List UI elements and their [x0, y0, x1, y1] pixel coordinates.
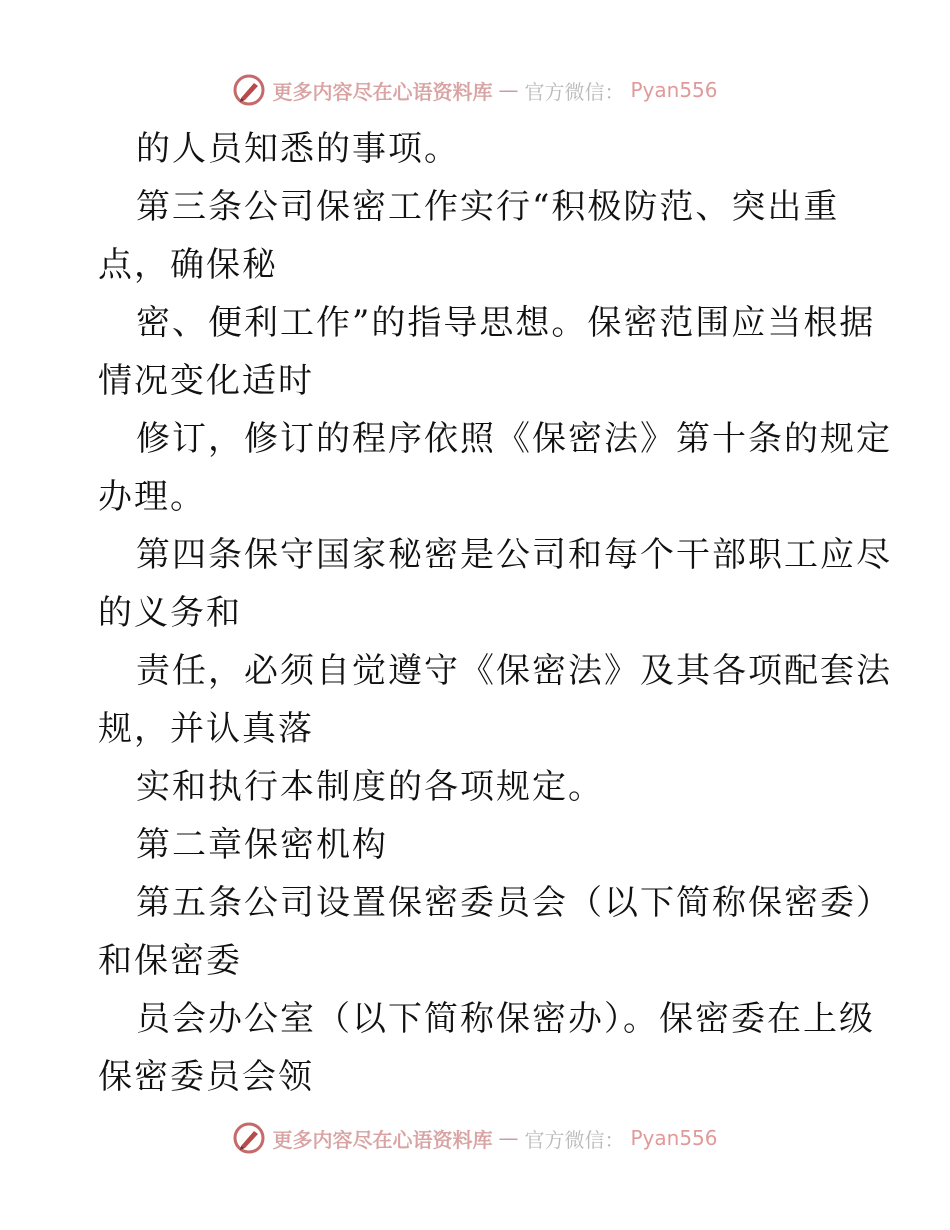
- document-line: 的人员知悉的事项。: [136, 129, 460, 169]
- watermark-label: 官方微信：: [524, 1127, 625, 1152]
- document-line: 第五条公司设置保密委员会（以下简称保密委）: [136, 883, 892, 923]
- document-body: [98, 120, 892, 1106]
- chapter-heading: 第二章保密机构: [136, 825, 388, 865]
- watermark-text: 更多内容尽在心语资料库: [272, 1127, 493, 1152]
- document-line: 保密委员会领: [98, 1057, 314, 1097]
- document-line: 办理。: [98, 477, 206, 517]
- document-line: 第四条保守国家秘密是公司和每个干部职工应尽: [136, 535, 892, 575]
- document-line: 员会办公室（以下简称保密办）。保密委在上级: [136, 999, 875, 1039]
- watermark-dash: —: [498, 1126, 519, 1150]
- document-line: 规，并认真落: [98, 709, 314, 749]
- watermark-account: Pyan556: [630, 78, 718, 102]
- footer-watermark: [0, 1118, 950, 1158]
- watermark-text: 更多内容尽在心语资料库: [272, 79, 493, 104]
- header-watermark: [0, 70, 950, 110]
- watermark-label: 官方微信：: [524, 79, 625, 104]
- document-line: 密、便利工作”的指导思想。保密范围应当根据: [136, 303, 876, 343]
- document-line: 责任，必须自觉遵守《保密法》及其各项配套法: [136, 651, 892, 691]
- document-line: 的义务和: [98, 593, 242, 633]
- document-line: 点，确保秘: [98, 245, 278, 285]
- pen-logo-icon: [232, 73, 266, 107]
- document-line: 情况变化适时: [98, 361, 314, 401]
- document-line: 和保密委: [98, 941, 242, 981]
- pen-logo-icon: [232, 1121, 266, 1155]
- document-line: 第三条公司保密工作实行“积极防范、突出重: [136, 187, 840, 227]
- watermark-dash: —: [498, 78, 519, 102]
- document-line: 修订，修订的程序依照《保密法》第十条的规定: [136, 419, 892, 459]
- watermark-account: Pyan556: [630, 1126, 718, 1150]
- document-line: 实和执行本制度的各项规定。: [136, 767, 604, 807]
